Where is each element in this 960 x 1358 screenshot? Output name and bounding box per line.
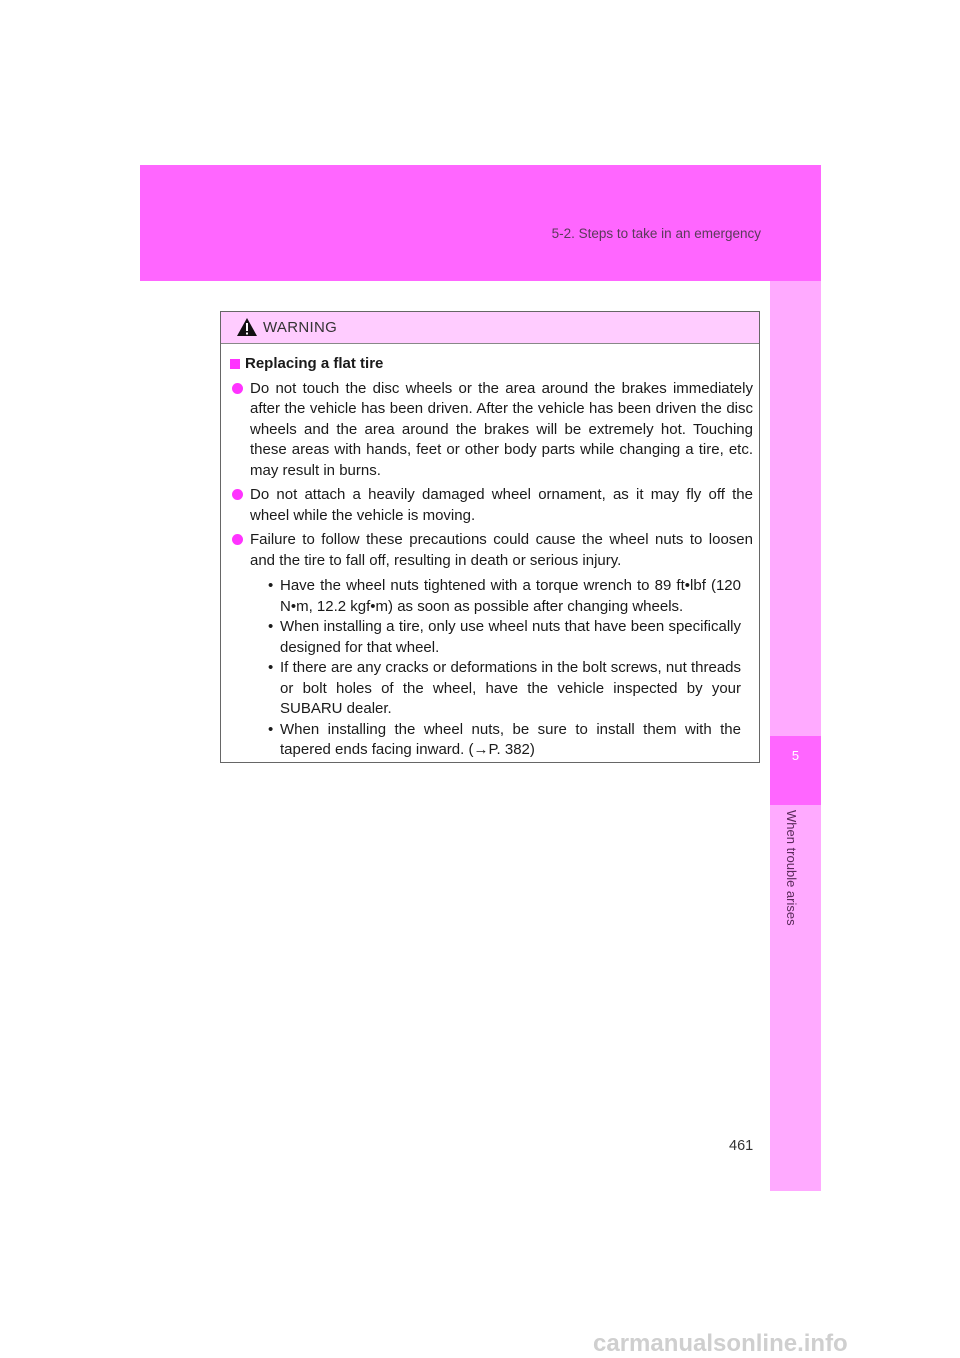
- sub-item: [250, 658, 753, 720]
- warning-bullet-text: Do not attach a heavily damaged wheel ornament, as it may fly off the wheel while the vehicle is moving.: [250, 486, 753, 524]
- warning-triangle-icon: [236, 317, 258, 337]
- small-dot-icon: •: [268, 618, 274, 635]
- chapter-label: When trouble arises: [784, 810, 799, 926]
- warning-subhead-text: Replacing a flat tire: [245, 355, 384, 372]
- small-dot-icon: •: [268, 577, 274, 594]
- circle-bullet-icon: [232, 534, 243, 545]
- warning-bullet-text: Failure to follow these precautions could cause the wheel nuts to loosen and the tire to fall off, resulting in death or serious injury.: [250, 531, 753, 569]
- sub-item-text: When installing a tire, only use wheel nuts that have been specifically designed for that wheel.: [280, 618, 741, 656]
- warning-box: [220, 311, 760, 763]
- sub-item-text: When installing the wheel nuts, be sure to install them with the tapered ends facing inward. (→P. 382): [280, 720, 741, 758]
- small-dot-icon: •: [268, 720, 274, 738]
- warning-bullet: [230, 530, 753, 761]
- sub-item: [250, 617, 753, 658]
- warning-bullet-text: Do not touch the disc wheels or the area around the brakes immediately after the vehicle has been driven. After the vehicle has been driven the disc wheels and the area around the brakes will be extremely hot. Touching these areas with hands, feet or other body parts while changing a tire, etc. may result in burns.: [250, 379, 753, 479]
- watermark: carmanualsonline.info: [593, 1330, 848, 1357]
- header-band: [140, 165, 821, 281]
- warning-body: [221, 344, 759, 761]
- warning-title: WARNING: [263, 319, 338, 336]
- small-dot-icon: •: [268, 659, 274, 676]
- circle-bullet-icon: [232, 383, 243, 394]
- chapter-number-block: [770, 736, 821, 805]
- warning-header: [221, 312, 759, 344]
- circle-bullet-icon: [232, 489, 243, 500]
- sub-item: [250, 720, 753, 761]
- warning-subhead: [230, 354, 753, 375]
- chapter-side-tab[interactable]: [770, 281, 821, 1191]
- sub-item: [250, 576, 753, 617]
- sub-item-text: Have the wheel nuts tightened with a torque wrench to 89 ft•lbf (120 N•m, 12.2 kgf•m) as soon as possible after changing wheels.: [280, 577, 741, 615]
- chapter-number: 5: [791, 748, 800, 763]
- sub-item-text: If there are any cracks or deformations in the bolt screws, nut threads or bolt holes of the wheel, have the vehicle inspected by your SUBARU dealer.: [280, 659, 741, 717]
- square-bullet-icon: [230, 359, 240, 369]
- warning-bullet: [230, 485, 753, 526]
- page-number: 461: [729, 1138, 754, 1154]
- warning-bullet: [230, 379, 753, 482]
- warning-sub-list: [250, 576, 753, 761]
- section-title: 5-2. Steps to take in an emergency: [551, 226, 761, 241]
